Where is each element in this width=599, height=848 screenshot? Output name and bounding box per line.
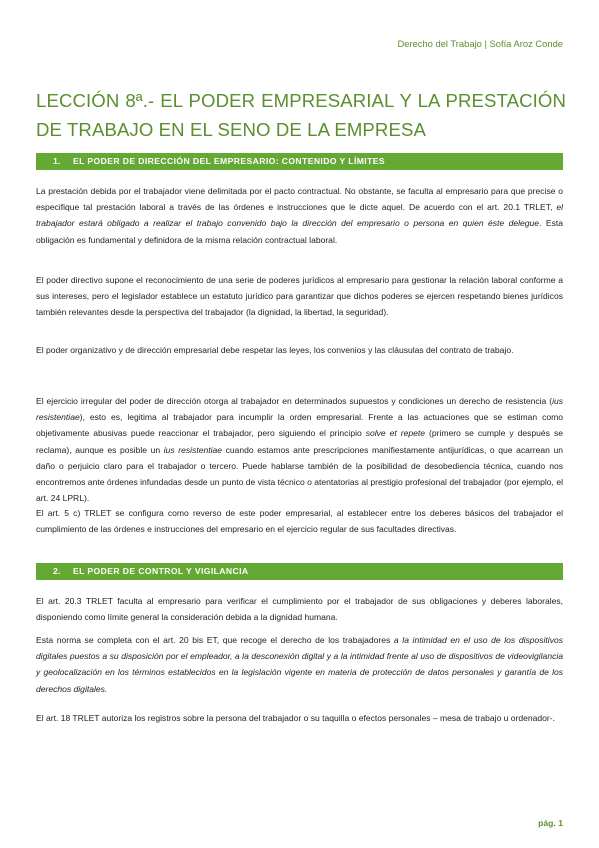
italic-term: ius resistentiae [36, 396, 563, 423]
section-number: 2. [53, 566, 61, 576]
paragraph-ius-resistentiae: El ejercicio irregular del poder de dirección otorga al trabajador en determinados supuestos y condiciones un derecho de resistencia (ius resistentiae), esto es, legitima al trabajador para incumplir la orden empresarial. Frente a las actuaciones que se estiman como objetivamente abusivas puede reaccionar el trabajador, pero siguiendo el principio solve et repete (primero se cumple y después se reclama), aunque es posible un ius resistentiae cuando estamos ante prescripciones manifiestamente antijurídicas, o que acarrean un daño o perjuicio claro para el trabajador o tercero. Puede hablarse también de la posibilidad de desobediencia técnica, cuando nos encontremos ante órdenes infundadas desde un punto de vista técnico o atentatorias al prestigio profesional del trabajador (por ejemplo, el art. 24 LPRL). [36, 396, 563, 504]
italic-term: ius resistentiae [163, 444, 222, 455]
paragraph-digital-rights: Esta norma se completa con el art. 20 bis ET, que recoge el derecho de los trabajadores a la intimidad en el uso de los dispositivos digitales puestos a su disposición por el empleador, a la desconexión digital y a la intimidad frente al uso de dispositivos de videovigilancia y geolocalización en los términos establecidos en la legislación vigente en materia de protección de datos personales y garantía de los derechos digitales. [36, 635, 563, 694]
paragraph-control-power: El art. 20.3 TRLET faculta al empresario para verificar el cumplimiento por el trabajador de sus obligaciones y deberes laborales, disponiendo como límite general la consideración debida a la dignidad humana. [36, 596, 563, 623]
page-number: pág. 1 [538, 818, 563, 828]
lesson-title: LECCIÓN 8ª.- EL PODER EMPRESARIAL Y LA PRESTACIÓN DE TRABAJO EN EL SENO DE LA EMPRESA [36, 90, 566, 140]
section-heading-2 [36, 563, 563, 580]
paragraph-legal-statute: El poder directivo supone el reconocimiento de una serie de poderes jurídicos al empresario para gestionar la relación laboral conforme a sus intereses, pero el legislador establece un estatuto jurídico para garantizar que dichos poderes se ejercen respetando bienes jurídicos también relevantes desde la perspectiva del trabajador (la dignidad, la libertad, la seguridad). [36, 275, 563, 318]
paragraph-searches: El art. 18 TRLET autoriza los registros sobre la persona del trabajador o su taquilla o efectos personales – mesa de trabajo u ordenador-. [36, 713, 555, 723]
paragraph-worker-duties: El art. 5 c) TRLET se configura como reverso de este poder empresarial, al establecer entre los deberes básicos del trabajador el cumplimiento de las órdenes e instrucciones del empresario en el ejercicio regular de sus facultades directivas. [36, 508, 563, 535]
section-number: 1. [53, 156, 61, 166]
running-header: Derecho del Trabajo | Sofía Aroz Conde [397, 38, 563, 49]
italic-quote: a la intimidad en el uso de los dispositivos digitales puestos a su disposición por el empleador, a la desconexión digital y a la intimidad frente al uso de dispositivos de videovigilancia y geolocalización en los términos establecidos en la legislación vigente en materia de protección de datos personales y garantía de los derechos digitales. [36, 635, 563, 694]
italic-term: solve et repete [365, 428, 426, 439]
section-heading-1 [36, 153, 563, 170]
section-title: EL PODER DE CONTROL Y VIGILANCIA [73, 566, 249, 576]
paragraph-organizational-power: El poder organizativo y de dirección empresarial debe respetar las leyes, los convenios y las cláusulas del contrato de trabajo. [36, 345, 514, 355]
italic-quote: el trabajador estará obligado a realizar el trabajo convenido bajo la dirección del empresario o persona en quien éste delegue [36, 202, 563, 229]
section-title: EL PODER DE DIRECCIÓN DEL EMPRESARIO: CONTENIDO Y LÍMITES [73, 156, 385, 166]
paragraph-direction-power: La prestación debida por el trabajador viene delimitada por el pacto contractual. No obstante, se faculta al empresario para que precise o especifique tal prestación laboral a través de las órdenes e instrucciones que le dicte aquel. De acuerdo con el art. 20.1 TRLET, el trabajador estará obligado a realizar el trabajo convenido bajo la dirección del empresario o persona en quien éste delegue. Esta obligación es fundamental y definidora de la misma relación contractual laboral. [36, 186, 563, 245]
